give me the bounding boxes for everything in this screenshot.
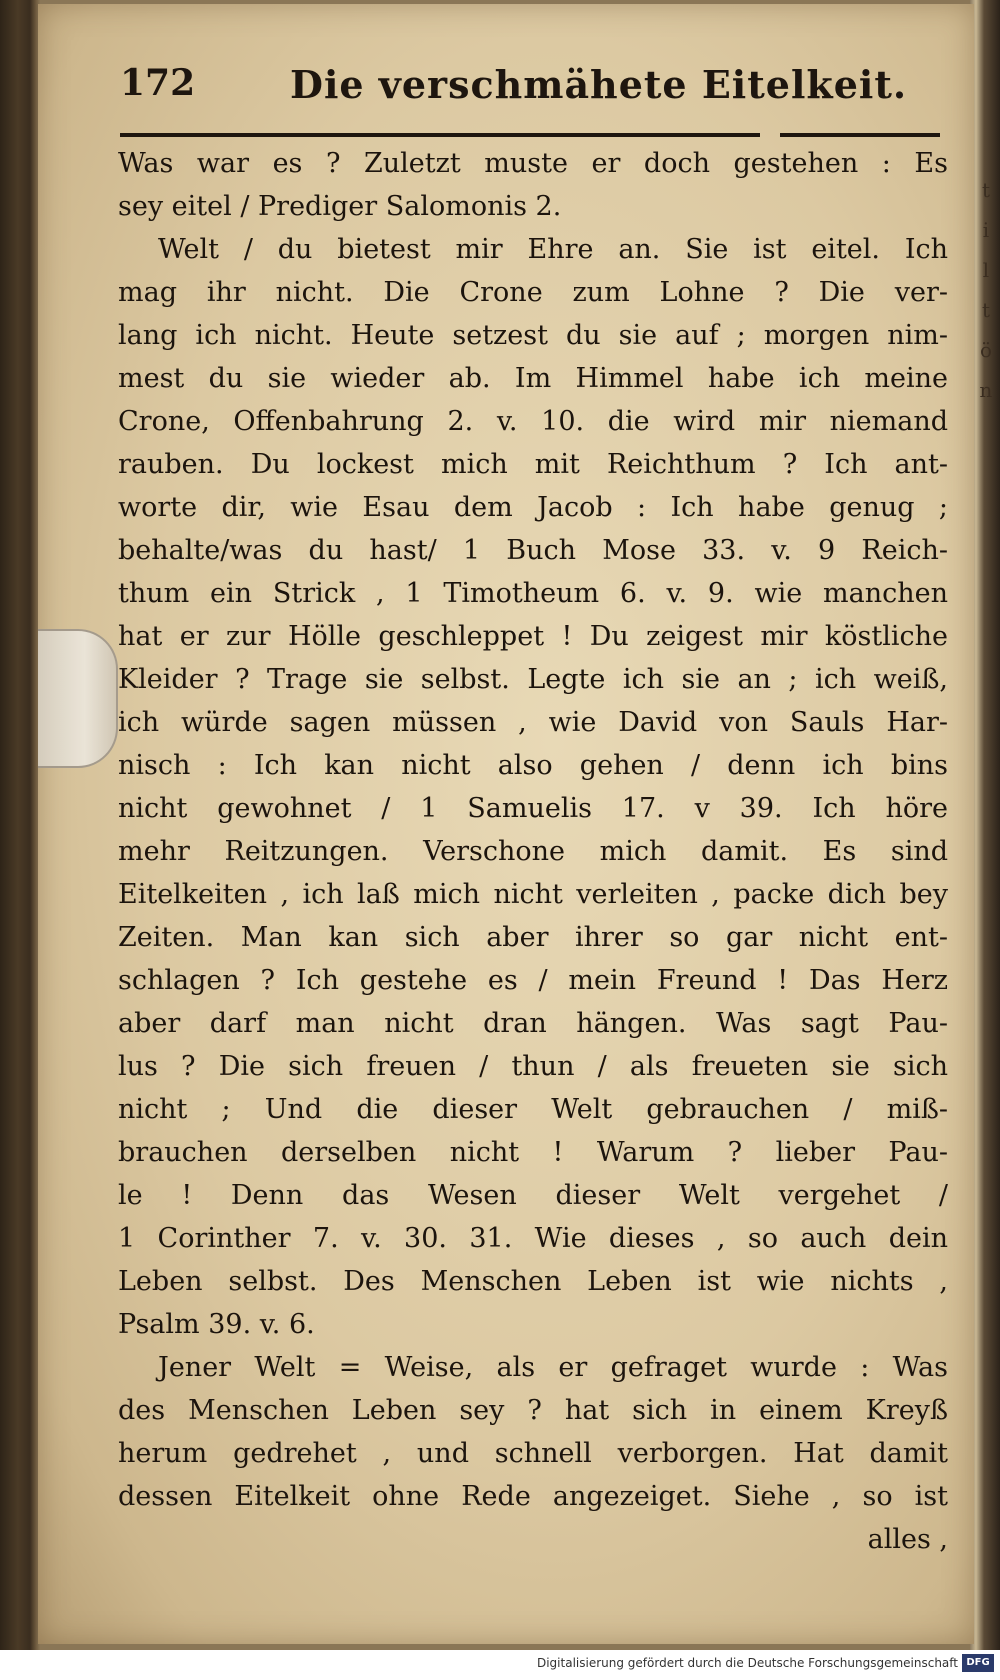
text-line: Psalm 39. v. 6. [118, 1309, 315, 1340]
fragment: l [982, 258, 990, 282]
text-line: mehr Reitzungen. Verschone mich damit. Es sind [118, 836, 948, 867]
text-line: nicht gewohnet / 1 Samuelis 17. v 39. Ich höre [118, 793, 948, 824]
text-line: lus ? Die sich freuen / thun / als freueten sie sich [118, 1051, 948, 1082]
page-number: 172 [120, 62, 196, 104]
header-rule-right [780, 133, 940, 137]
text-line: Kleider ? Trage sie selbst. Legte ich sie an ; ich weiß, [118, 664, 948, 695]
text-line: Welt / du bietest mir Ehre an. Sie ist eitel. Ich [158, 234, 948, 265]
text-line: Eitelkeiten , ich laß mich nicht verleiten , packe dich bey [118, 879, 948, 910]
text-line: sey eitel / Prediger Salomonis 2. [118, 191, 562, 222]
text-line: behalte/was du hast/ 1 Buch Mose 33. v. 9 Reich- [118, 535, 948, 566]
text-line: rauben. Du lockest mich mit Reichthum ? Ich ant- [118, 449, 948, 480]
text-line: Leben selbst. Des Menschen Leben ist wie nichts , [118, 1266, 948, 1297]
fragment: ö [979, 338, 993, 362]
next-page-edge [970, 0, 1000, 1650]
page-clip-tab [38, 629, 118, 768]
page-header [120, 62, 940, 122]
text-line: lang ich nicht. Heute setzest du sie auf ; morgen nim- [118, 320, 948, 351]
text-line: brauchen derselben nicht ! Warum ? lieber Pau- [118, 1137, 948, 1168]
next-page-fragments [976, 170, 996, 410]
text-line: Was war es ? Zuletzt muste er doch gestehen : Es [118, 148, 948, 179]
text-line: aber darf man nicht dran hängen. Was sagt Pau- [118, 1008, 948, 1039]
text-line: dessen Eitelkeit ohne Rede angezeiget. Siehe , so ist [118, 1481, 948, 1512]
text-line: Zeiten. Man kan sich aber ihrer so gar nicht ent- [118, 922, 948, 953]
text-line: ich würde sagen müssen , wie David von Sauls Har- [118, 707, 948, 738]
text-line: Jener Welt = Weise, als er gefraget wurde : Was [158, 1352, 948, 1383]
body-text [118, 142, 948, 1561]
text-line: le ! Denn das Wesen dieser Welt vergehet / [118, 1180, 948, 1211]
fragment: t [981, 178, 991, 202]
text-line: worte dir, wie Esau dem Jacob : Ich habe genug ; [118, 492, 948, 523]
fragment: i [982, 218, 990, 242]
dfg-logo: DFG [962, 1654, 994, 1672]
text-line: nisch : Ich kan nicht also gehen / denn ich bins [118, 750, 948, 781]
text-line: hat er zur Hölle geschleppet ! Du zeigest mir köstliche [118, 621, 948, 652]
text-line: herum gedrehet , und schnell verborgen. Hat damit [118, 1438, 948, 1469]
text-line: nicht ; Und die dieser Welt gebrauchen / miß- [118, 1094, 948, 1125]
text-line: mest du sie wieder ab. Im Himmel habe ich meine [118, 363, 948, 394]
text-line: des Menschen Leben sey ? hat sich in einem Kreyß [118, 1395, 948, 1426]
text-line: 1 Corinther 7. v. 30. 31. Wie dieses , so auch dein [118, 1223, 948, 1254]
text-line: mag ihr nicht. Die Crone zum Lohne ? Die ver- [118, 277, 948, 308]
fragment: n [979, 378, 993, 402]
text-line: Crone, Offenbahrung 2. v. 10. die wird mir niemand [118, 406, 948, 437]
catchword: alles , [867, 1524, 948, 1555]
fragment: t [981, 298, 991, 322]
text-line: schlagen ? Ich gestehe es / mein Freund ! Das Herz [118, 965, 948, 996]
digitization-credit: Digitalisierung gefördert durch die Deutsche Forschungsgemeinschaft [536, 1656, 958, 1670]
header-rule [120, 133, 760, 137]
running-title: Die verschmähete Eitelkeit. [290, 62, 908, 107]
text-line: thum ein Strick , 1 Timotheum 6. v. 9. wie manchen [118, 578, 948, 609]
